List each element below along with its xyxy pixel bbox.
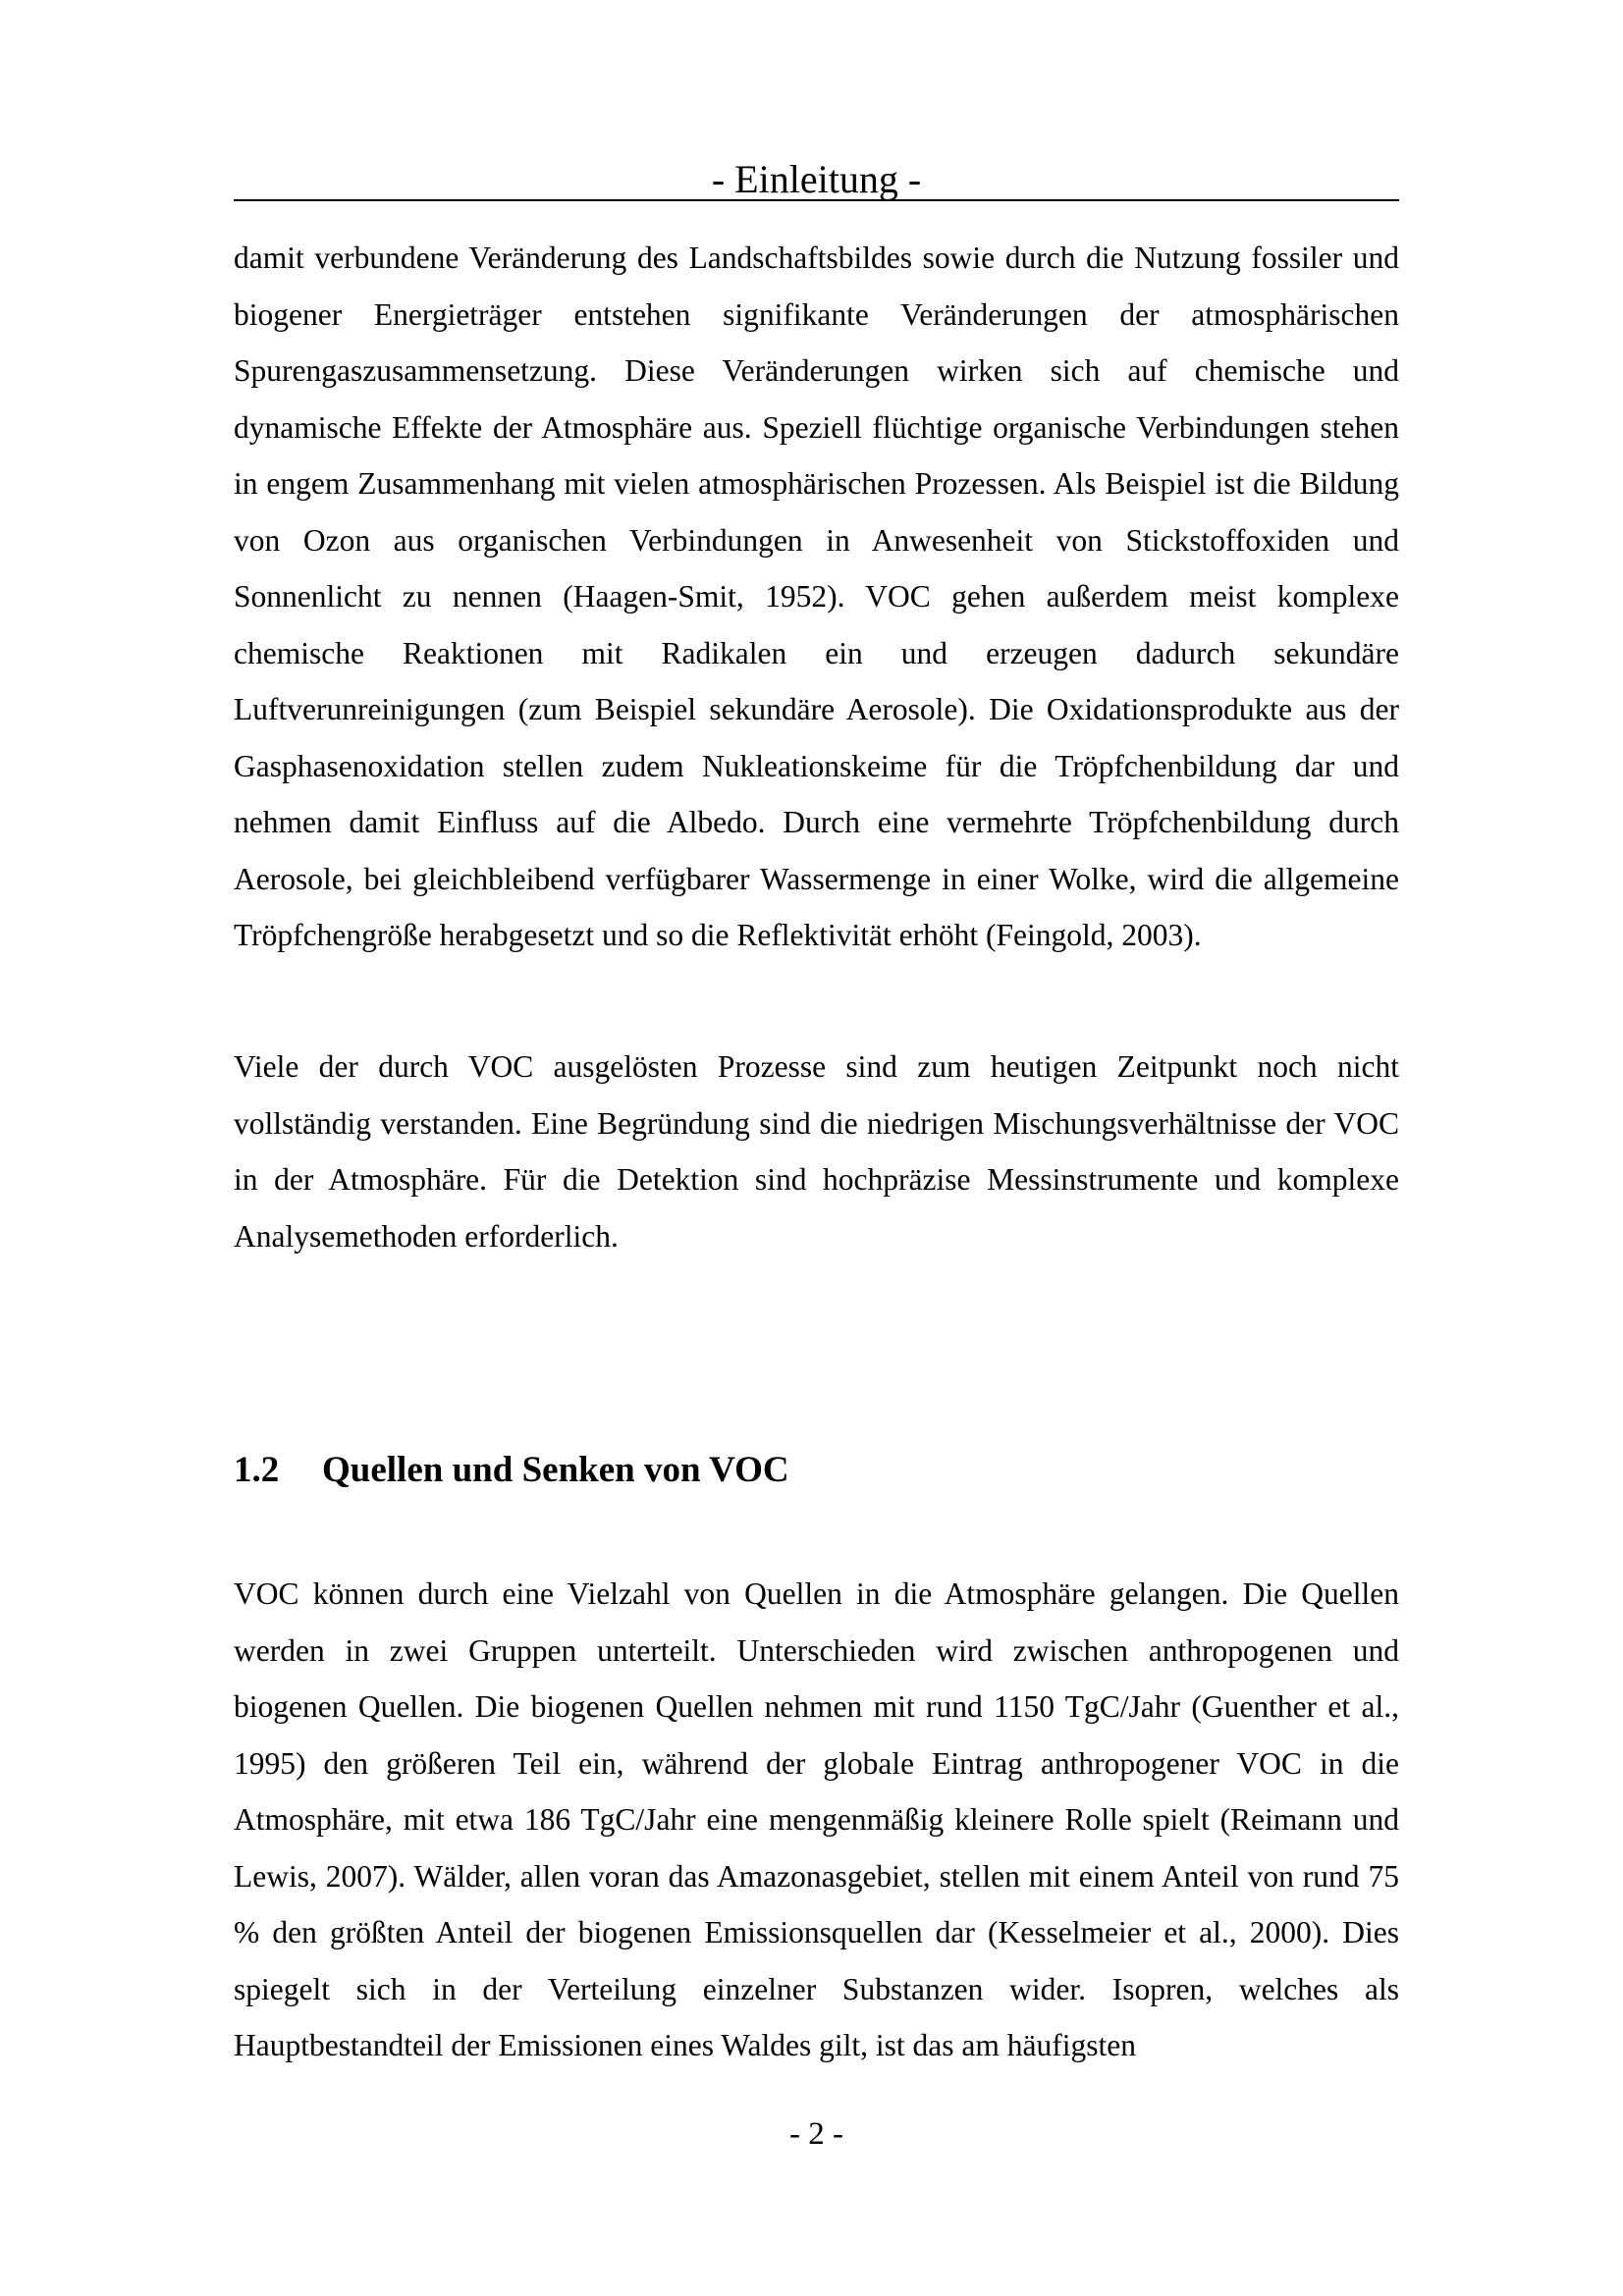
section-title: Quellen und Senken von VOC [322,1450,789,1490]
page-number: - 2 - [789,2116,843,2152]
paragraph-voc-sources: VOC können durch eine Vielzahl von Quellen in die Atmosphäre gelangen. Die Quellen werden in zwei Gruppen unterteilt. Unterschieden wird zwischen anthropogenen und biogenen Quellen. Die biogenen Quellen nehmen mit rund 1150 TgC/Jahr (Guenther et al., 1995) den größeren Teil ein, während der globale Eintrag anthropogener VOC in die Atmosphäre, mit etwa 186 TgC/Jahr eine mengenmäßig kleinere Rolle spielt (Reimann und Lewis, 2007). Wälder, allen voran das Amazonasgebiet, stellen mit einem Anteil von rund 75 % den größten Anteil der biogenen Emissionsquellen dar (Kesselmeier et al., 2000). Dies spiegelt sich in der Verteilung einzelner Substanzen wider. Isopren, welches als Hauptbestandteil der Emissionen eines Waldes gilt, ist das am häufigsten [234,1576,1399,2062]
section-number: 1.2 [234,1450,280,1490]
running-header: - Einleitung - [711,157,922,201]
paragraph-atmospheric-effects: damit verbundene Veränderung des Landschaftsbildes sowie durch die Nutzung fossiler und biogener Energieträger entstehen signifikante Veränderungen der atmosphärischen Spurengaszusammensetzung. Diese Veränderungen wirken sich auf chemische und dynamische Effekte der Atmosphäre aus. Speziell flüchtige organische Verbindungen stehen in engem Zusammenhang mit vielen atmosphärischen Prozessen. Als Beispiel ist die Bildung von Ozon aus organischen Verbindungen in Anwesenheit von Stickstoffoxiden und Sonnenlicht zu nennen (Haagen-Smit, 1952). VOC gehen außerdem meist komplexe chemische Reaktionen mit Radikalen ein und erzeugen dadurch sekundäre Luftverunreinigungen (zum Beispiel sekundäre Aerosole). Die Oxidationsprodukte aus der Gasphasenoxidation stellen zudem Nukleationskeime für die Tröpfchenbildung dar und nehmen damit Einfluss auf die Albedo. Durch eine vermehrte Tröpfchenbildung durch Aerosole, bei gleichbleibend verfügbarer Wassermenge in einer Wolke, wird die allgemeine Tröpfchengröße herabgesetzt und so die Reflektivität erhöht (Feingold, 2003). [234,240,1399,952]
header-rule [234,199,1399,201]
section-heading [234,1441,1399,1500]
paragraph-voc-processes: Viele der durch VOC ausgelösten Prozesse sind zum heutigen Zeitpunkt noch nicht vollständig verstanden. Eine Begründung sind die niedrigen Mischungsverhältnisse der VOC in der Atmosphäre. Für die Detektion sind hochpräzise Messinstrumente und komplexe Analysemethoden erforderlich. [234,1049,1399,1254]
